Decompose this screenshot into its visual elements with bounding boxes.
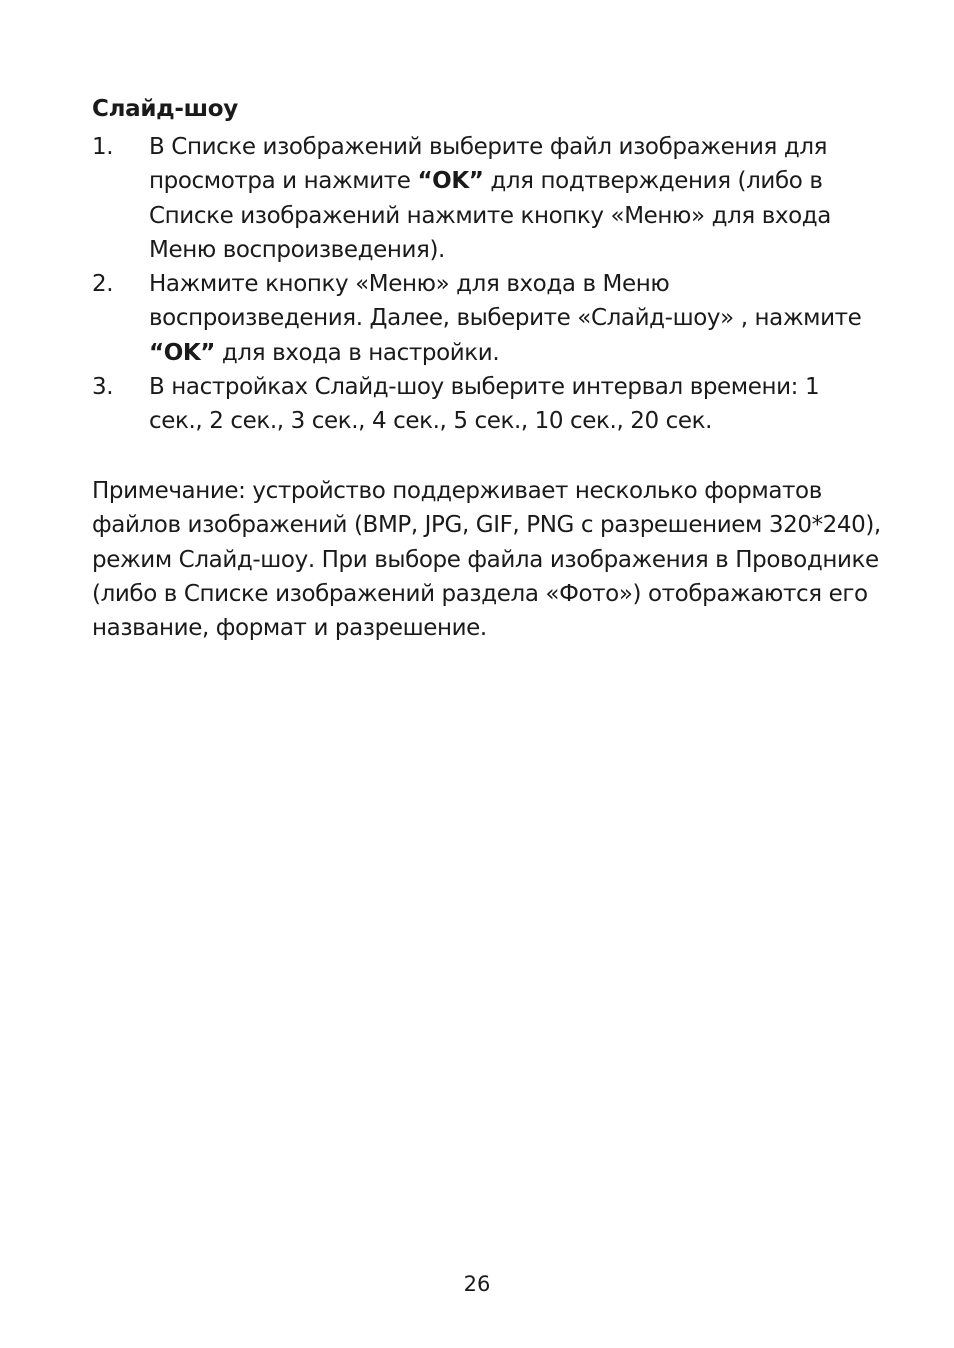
step-text xyxy=(149,370,872,439)
step-text-before: В настройках Слайд-шоу выберите интервал времени: 1 сек., 2 сек., 3 сек., 4 сек., 5 сек., 10 сек., 20 сек. xyxy=(149,374,820,435)
page-number: 26 xyxy=(463,1272,491,1296)
step-number: 1. xyxy=(92,134,114,160)
step-text xyxy=(149,130,872,267)
step-text-before: В Списке изображений выберите файл изображения для просмотра и нажмите xyxy=(149,134,828,195)
step-text-after: для входа в настройки. xyxy=(215,339,500,366)
ok-key-label: “OK” xyxy=(417,168,484,195)
step-number: 3. xyxy=(92,374,114,401)
step-text-before: Нажмите кнопку «Меню» для входа в Меню воспроизведения. Далее, выберите «Слайд-шоу» , нажмите xyxy=(149,271,862,332)
section-heading: Слайд-шоу xyxy=(92,96,239,122)
step-text-after: для подтверждения (либо в Списке изображений нажмите кнопку «Меню» для входа Меню воспроизведения). xyxy=(149,168,831,263)
list-item xyxy=(92,370,872,439)
step-text xyxy=(149,267,872,370)
list-item xyxy=(92,130,872,267)
list-item xyxy=(92,267,872,370)
ok-key-label: “OK” xyxy=(149,339,216,366)
steps-list xyxy=(92,130,872,439)
note-paragraph: Примечание: устройство поддерживает несколько форматов файлов изображений (BMP, JPG, GIF, PNG с разрешением 320*240), режим Слайд-шоу. При выборе файла изображения в Проводнике (либо в Списке изображений раздела «Фото») отображаются его название, формат и разрешение. xyxy=(92,478,881,642)
step-number: 2. xyxy=(92,271,114,298)
